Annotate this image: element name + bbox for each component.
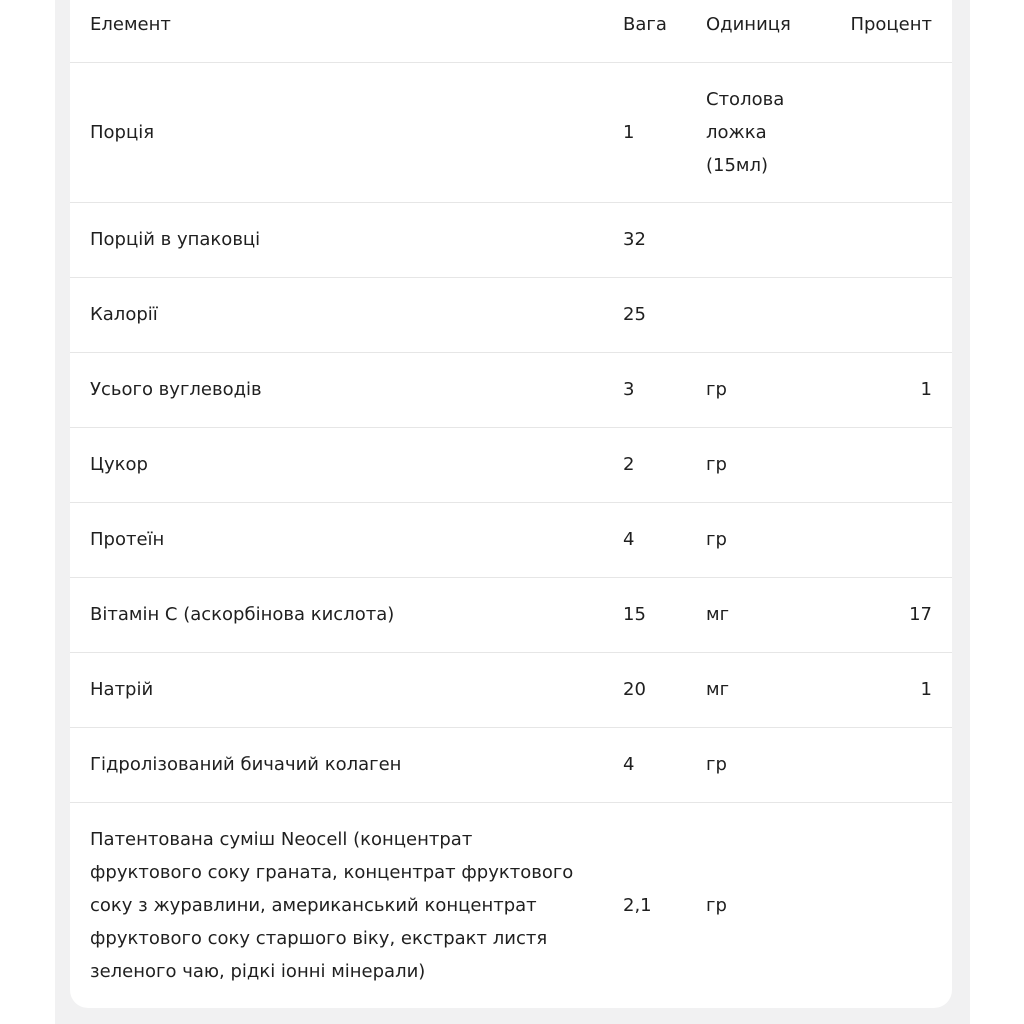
table-row — [70, 577, 952, 652]
cell-unit: мг — [706, 679, 730, 700]
cell-percent: 1 — [920, 379, 932, 400]
cell-percent — [817, 727, 952, 802]
header-percent: Процент — [850, 14, 932, 35]
cell-percent — [817, 502, 952, 577]
table-row — [70, 802, 952, 1008]
cell-unit: мг — [706, 604, 730, 625]
cell-percent — [817, 62, 952, 202]
cell-weight: 20 — [623, 679, 646, 700]
cell-percent — [817, 277, 952, 352]
header-unit: Одиниця — [706, 14, 791, 35]
cell-unit: Столова ложка (15мл) — [706, 88, 785, 176]
table-row — [70, 427, 952, 502]
cell-weight: 15 — [623, 604, 646, 625]
cell-weight: 25 — [623, 304, 646, 325]
cell-element: Патентована суміш Neocell (концентрат фруктового соку граната, концентрат фруктового соку з журавлини, американський концентрат фруктового соку старшого віку, екстракт листя зеленого чаю, рідкі іонні мінерали) — [90, 828, 574, 982]
cell-unit: гр — [706, 454, 727, 475]
cell-element: Натрій — [90, 679, 154, 700]
table-row — [70, 352, 952, 427]
nutrition-table — [70, 0, 952, 1008]
cell-unit — [686, 202, 817, 277]
cell-weight: 32 — [623, 229, 646, 250]
cell-weight: 4 — [623, 754, 635, 775]
table-row — [70, 277, 952, 352]
cell-element: Гідролізований бичачий колаген — [90, 754, 402, 775]
table-header-row — [70, 0, 952, 62]
cell-percent: 17 — [909, 604, 932, 625]
cell-percent — [817, 202, 952, 277]
table-row — [70, 62, 952, 202]
cell-weight: 4 — [623, 529, 635, 550]
cell-unit: гр — [706, 894, 727, 916]
cell-element: Цукор — [90, 454, 148, 475]
cell-element: Усього вуглеводів — [90, 379, 262, 400]
table-row — [70, 502, 952, 577]
cell-weight: 2 — [623, 454, 635, 475]
cell-percent — [817, 427, 952, 502]
header-weight: Вага — [623, 14, 667, 35]
cell-element: Вітамін С (аскорбінова кислота) — [90, 604, 395, 625]
cell-weight: 1 — [623, 121, 635, 143]
cell-unit — [686, 277, 817, 352]
cell-element: Калорії — [90, 304, 158, 325]
cell-percent: 1 — [920, 679, 932, 700]
cell-weight: 2,1 — [623, 894, 652, 916]
header-element: Елемент — [90, 14, 171, 35]
cell-unit: гр — [706, 529, 727, 550]
cell-element: Порцій в упаковці — [90, 229, 261, 250]
cell-weight: 3 — [623, 379, 635, 400]
cell-unit: гр — [706, 379, 727, 400]
table-row — [70, 652, 952, 727]
cell-unit: гр — [706, 754, 727, 775]
table-row — [70, 727, 952, 802]
cell-element: Протеїн — [90, 529, 165, 550]
cell-percent — [817, 802, 952, 1008]
table-row — [70, 202, 952, 277]
cell-element: Порція — [90, 121, 155, 143]
